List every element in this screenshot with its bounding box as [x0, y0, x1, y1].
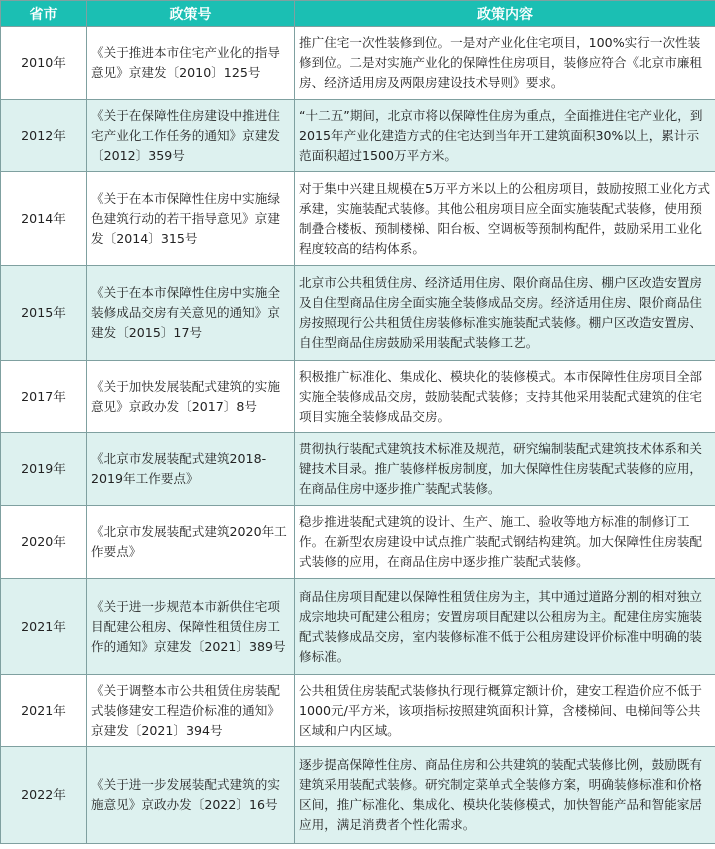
table-row: [1, 747, 715, 844]
table-row: [1, 100, 715, 172]
row-year: 2017年: [1, 361, 87, 433]
table-row: [1, 579, 715, 675]
row-year: 2012年: [1, 100, 87, 172]
row-policy-content: 贯彻执行装配式建筑技术标准及规范，研究编制装配式建筑技术体系和关键技术目录。推广装修样板房制度，加大保障性住房装配式装修的应用，在商品住房中逐步推广装配式装修。: [295, 433, 715, 506]
row-year: 2019年: [1, 433, 87, 506]
header-province: 省市: [1, 1, 87, 27]
row-policy-title: 《北京市发展装配式建筑2020年工作要点》: [87, 506, 295, 579]
row-policy-content: “十二五”期间，北京市将以保障性住房为重点，全面推进住宅产业化，到2015年产业化建造方式的住宅达到当年开工建筑面积30%以上，累计示范面积超过1500万平方米。: [295, 100, 715, 172]
table-row: [1, 675, 715, 747]
table-row: [1, 172, 715, 266]
row-policy-content: 商品住房项目配建以保障性租赁住房为主，其中通过道路分割的相对独立成宗地块可配建公租房；安置房项目配建以公租房为主。配建住房实施装配式装修成品交房，室内装修标准不低于公租房建设评价标准中明确的装修标准。: [295, 579, 715, 675]
row-policy-content: 积极推广标准化、集成化、模块化的装修模式。本市保障性住房项目全部实施全装修成品交房，鼓励装配式装修；支持其他采用装配式建筑的住宅项目实施全装修成品交房。: [295, 361, 715, 433]
row-policy-title: 《关于进一步规范本市新供住宅项目配建公租房、保障性租赁住房工作的通知》京建发〔2021〕389号: [87, 579, 295, 675]
table-row: [1, 433, 715, 506]
table-row: [1, 506, 715, 579]
header-policy-no: 政策号: [87, 1, 295, 27]
row-policy-content: 稳步推进装配式建筑的设计、生产、施工、验收等地方标准的制修订工作。在新型农房建设中试点推广装配式钢结构建筑。加大保障性住房装配式装修的应用，在商品住房中逐步推广装配式装修。: [295, 506, 715, 579]
row-policy-title: 《北京市发展装配式建筑2018-2019年工作要点》: [87, 433, 295, 506]
row-policy-title: 《关于加快发展装配式建筑的实施意见》京政办发〔2017〕8号: [87, 361, 295, 433]
row-year: 2010年: [1, 27, 87, 100]
row-policy-title: 《关于在保障性住房建设中推进住宅产业化工作任务的通知》京建发〔2012〕359号: [87, 100, 295, 172]
row-policy-content: 对于集中兴建且规模在5万平方米以上的公租房项目，鼓励按照工业化方式承建，实施装配式装修。其他公租房项目应全面实施装配式装修，使用预制叠合楼板、预制楼梯、阳台板、空调板等预制构配件，鼓励采用工业化程度较高的结构体系。: [295, 172, 715, 266]
row-policy-title: 《关于在本市保障性住房中实施全装修成品交房有关意见的通知》京建发〔2015〕17号: [87, 266, 295, 361]
row-year: 2021年: [1, 579, 87, 675]
row-policy-title: 《关于推进本市住宅产业化的指导意见》京建发〔2010〕125号: [87, 27, 295, 100]
row-policy-title: 《关于进一步发展装配式建筑的实施意见》京政办发〔2022〕16号: [87, 747, 295, 844]
header-content: 政策内容: [295, 1, 715, 27]
table-header-row: [1, 1, 715, 27]
row-policy-content: 逐步提高保障性住房、商品住房和公共建筑的装配式装修比例，鼓励既有建筑采用装配式装修。研究制定菜单式全装修方案，明确装修标准和价格区间，推广标准化、集成化、模块化装修模式，加快智能产品和智能家居应用，满足消费者个性化需求。: [295, 747, 715, 844]
row-policy-content: 公共租赁住房装配式装修执行现行概算定额计价，建安工程造价应不低于1000元/平方米，该项指标按照建筑面积计算，含楼梯间、电梯间等公共区域和户内区域。: [295, 675, 715, 747]
row-policy-content: 北京市公共租赁住房、经济适用住房、限价商品住房、棚户区改造安置房及自住型商品住房全面实施全装修成品交房。经济适用住房、限价商品住房按照现行公共租赁住房装修标准实施装配式装修。棚户区改造安置房、自住型商品住房鼓励采用装配式装修工艺。: [295, 266, 715, 361]
row-year: 2015年: [1, 266, 87, 361]
row-policy-content: 推广住宅一次性装修到位。一是对产业化住宅项目，100%实行一次性装修到位。二是对实施产业化的保障性住房项目，装修应符合《北京市廉租房、经济适用房及两限房建设技术导则》要求。: [295, 27, 715, 100]
row-year: 2022年: [1, 747, 87, 844]
table-row: [1, 27, 715, 100]
row-year: 2014年: [1, 172, 87, 266]
row-year: 2020年: [1, 506, 87, 579]
row-policy-title: 《关于调整本市公共租赁住房装配式装修建安工程造价标准的通知》京建发〔2021〕394号: [87, 675, 295, 747]
table-row: [1, 361, 715, 433]
row-policy-title: 《关于在本市保障性住房中实施绿色建筑行动的若干指导意见》京建发〔2014〕315号: [87, 172, 295, 266]
row-year: 2021年: [1, 675, 87, 747]
table-row: [1, 266, 715, 361]
